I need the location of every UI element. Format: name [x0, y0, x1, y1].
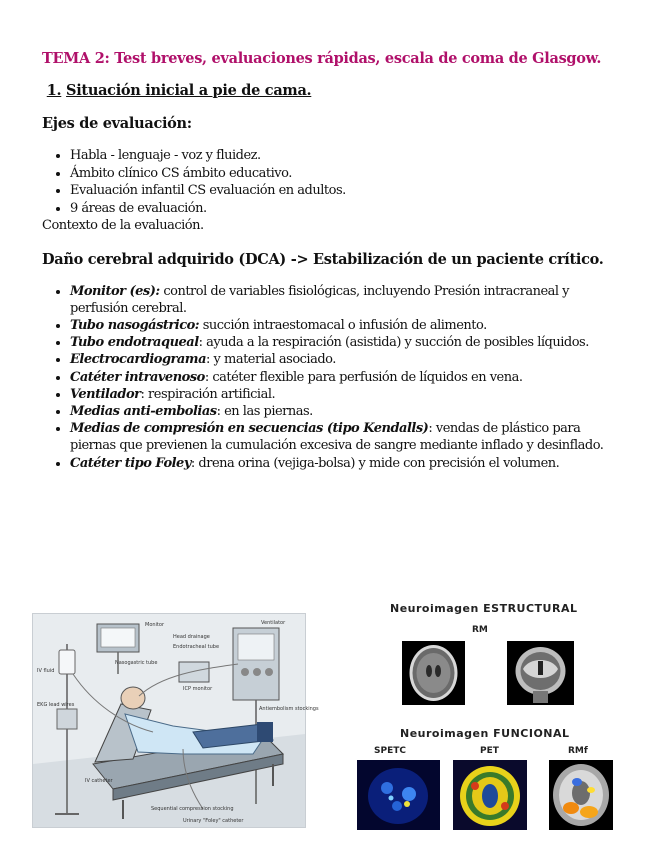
- illus-label: IV fluid: [37, 668, 55, 674]
- ct-scan-image: [402, 641, 465, 705]
- list-item: [70, 283, 617, 317]
- item-term: Ventilador: [70, 386, 141, 402]
- list-item: [70, 403, 617, 420]
- illus-label: Urinary "Foley" catheter: [183, 818, 244, 824]
- list-item: • Evaluación infantil CS evaluación en adultos.: [70, 182, 617, 200]
- list-item: [70, 369, 617, 386]
- item-text: succión intraestomacal o infusión de alimento.: [199, 317, 487, 333]
- functional-title: Neuroimagen FUNCIONAL: [400, 727, 570, 740]
- item-text: : catéter flexible para perfusión de líquidos en vena.: [204, 369, 523, 385]
- item-text: control de variables fisiológicas, incluyendo Presión intracraneal y perfusión cerebral.: [70, 283, 570, 316]
- dca-heading: Daño cerebral adquirido (DCA) -> Estabilización de un paciente crítico.: [42, 250, 604, 268]
- illus-label: Head drainage: [173, 634, 210, 640]
- page-title: TEMA 2: Test breves, evaluaciones rápidas, escala de coma de Glasgow.: [42, 50, 602, 67]
- fmri-image: [549, 760, 613, 830]
- list-item: • Habla - lenguaje - voz y fluidez.: [70, 147, 617, 165]
- illus-label: Antiembolism stockings: [259, 706, 319, 712]
- icu-illustration-svg: [33, 614, 319, 827]
- list-item: [70, 317, 617, 334]
- item-text: : y material asociado.: [206, 352, 336, 368]
- list-item: • Ámbito clínico CS ámbito educativo.: [70, 165, 617, 183]
- item-term: Medias anti-embolias: [70, 403, 217, 419]
- list-item: [70, 420, 617, 454]
- section-number: 1.: [46, 82, 62, 99]
- list-item: [70, 351, 617, 368]
- spect-image: [357, 760, 440, 830]
- pet-image: [453, 760, 527, 830]
- mri-coronal-image: [507, 641, 574, 705]
- item-term: Medias de compresión en secuencias (tipo Kendalls): [70, 421, 429, 437]
- illus-label: ICP monitor: [183, 686, 213, 692]
- list-item: [70, 334, 617, 351]
- document-page: [42, 50, 617, 472]
- illus-label: Sequential compression stocking: [151, 806, 234, 812]
- list-item: • 9 áreas de evaluación.: [70, 200, 617, 218]
- item-text: : respiración artificial.: [140, 386, 276, 402]
- item-term: Tubo nasogástrico:: [70, 317, 200, 333]
- section-heading: [42, 82, 617, 99]
- illus-label: EKG lead wires: [37, 702, 75, 708]
- pet-label: PET: [480, 746, 499, 756]
- context-text: Contexto de la evaluación.: [42, 218, 204, 233]
- item-term: Monitor (es):: [70, 283, 160, 299]
- section-label: Situación inicial a pie de cama.: [66, 82, 312, 99]
- ejes-heading: Ejes de evaluación:: [42, 115, 192, 132]
- item-text: : ayuda a la respiración (asistida) y succión de posibles líquidos.: [198, 335, 589, 351]
- illus-label: IV catheter: [85, 778, 113, 784]
- ejes-list: [42, 147, 617, 217]
- icu-patient-illustration: [32, 613, 319, 828]
- rmf-label: RMf: [568, 746, 588, 756]
- list-item: [70, 386, 617, 403]
- neuroimaging-figure: [355, 598, 617, 833]
- item-term: Catéter intravenoso: [70, 369, 205, 385]
- structural-title: Neuroimagen ESTRUCTURAL: [390, 602, 578, 615]
- dca-list: [42, 283, 617, 472]
- rm-label: RM: [472, 625, 488, 635]
- item-text: : drena orina (vejiga-bolsa) y mide con precisión el volumen.: [190, 455, 560, 471]
- item-text: : vendas de plástico para piernas que previenen la cumulación excesiva de sangre mediante inflado y desinflado.: [70, 421, 604, 454]
- item-term: Electrocardiograma: [70, 352, 206, 368]
- illus-label: Ventilator: [261, 620, 286, 626]
- illus-label: Monitor: [145, 622, 165, 628]
- item-text: : en las piernas.: [216, 403, 313, 419]
- list-item: [70, 455, 617, 472]
- item-term: Tubo endotraqueal: [70, 335, 199, 351]
- illus-label: Nasogastric tube: [115, 660, 158, 666]
- item-term: Catéter tipo Foley: [70, 455, 191, 471]
- spetc-label: SPETC: [374, 746, 406, 756]
- illus-label: Endotracheal tube: [173, 644, 220, 650]
